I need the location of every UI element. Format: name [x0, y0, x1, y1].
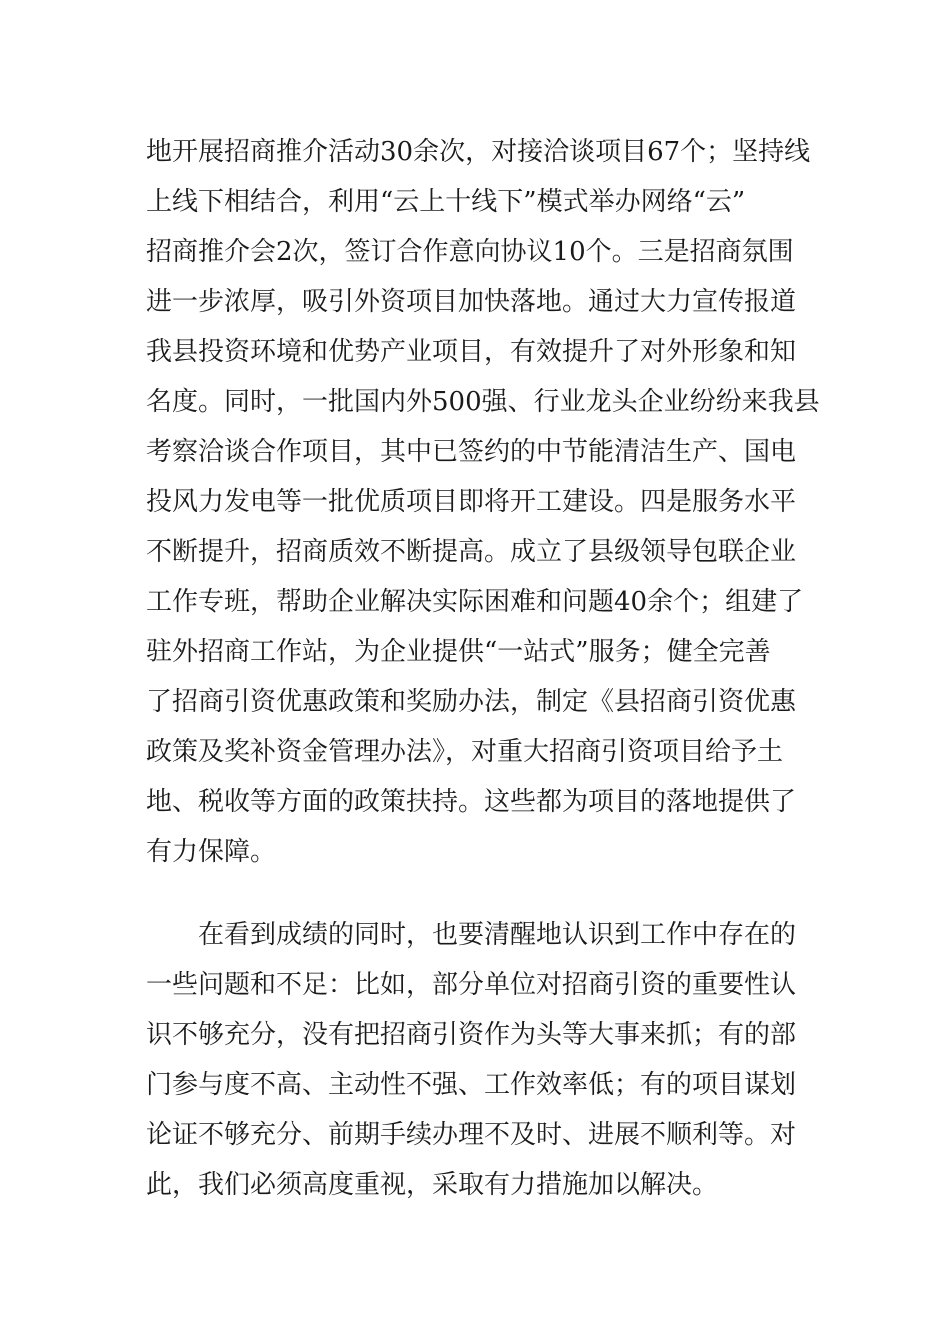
- paragraph: [146, 127, 820, 877]
- text-line: 不断提升，招商质效不断提高。成立了县级领导包联企业: [146, 537, 797, 567]
- text-line: 了招商引资优惠政策和奖励办法，制定《县招商引资优惠: [146, 687, 797, 717]
- paragraph: [146, 910, 796, 1210]
- text-line: 地、税收等方面的政策扶持。这些都为项目的落地提供了: [146, 787, 797, 817]
- text-line: 识不够充分，没有把招商引资作为头等大事来抓；有的部: [146, 1020, 797, 1050]
- text-line: 工作专班，帮助企业解决实际困难和问题40余个；组建了: [146, 587, 804, 617]
- text-line: 招商推介会2次，签订合作意向协议10个。三是招商氛围: [146, 237, 794, 267]
- text-line: 一些问题和不足：比如，部分单位对招商引资的重要性认: [146, 970, 797, 1000]
- text-line: 地开展招商推介活动30余次，对接洽谈项目67个；坚持线: [146, 137, 811, 167]
- text-line: 论证不够充分、前期手续办理不及时、进展不顺利等。对: [146, 1120, 797, 1150]
- text-line: 门参与度不高、主动性不强、工作效率低；有的项目谋划: [146, 1070, 797, 1100]
- text-line: 此，我们必须高度重视，采取有力措施加以解决。: [146, 1170, 719, 1200]
- text-line: 在看到成绩的同时，也要清醒地认识到工作中存在的: [198, 920, 797, 950]
- text-line: 上线下相结合，利用“云上十线下”模式举办网络“云”: [146, 187, 746, 217]
- text-line: 有力保障。: [146, 837, 277, 867]
- text-line: 政策及奖补资金管理办法》，对重大招商引资项目给予土: [146, 737, 784, 767]
- text-line: 驻外招商工作站，为企业提供“一站式”服务；健全完善: [146, 637, 771, 667]
- text-line: 我县投资环境和优势产业项目，有效提升了对外形象和知: [146, 337, 797, 367]
- text-line: 投风力发电等一批优质项目即将开工建设。四是服务水平: [146, 487, 797, 517]
- text-line: 进一步浓厚，吸引外资项目加快落地。通过大力宣传报道: [146, 287, 797, 317]
- text-line: 名度。同时，一批国内外500强、行业龙头企业纷纷来我县: [146, 387, 820, 417]
- text-line: 考察洽谈合作项目，其中已签约的中节能清洁生产、国电: [146, 437, 797, 467]
